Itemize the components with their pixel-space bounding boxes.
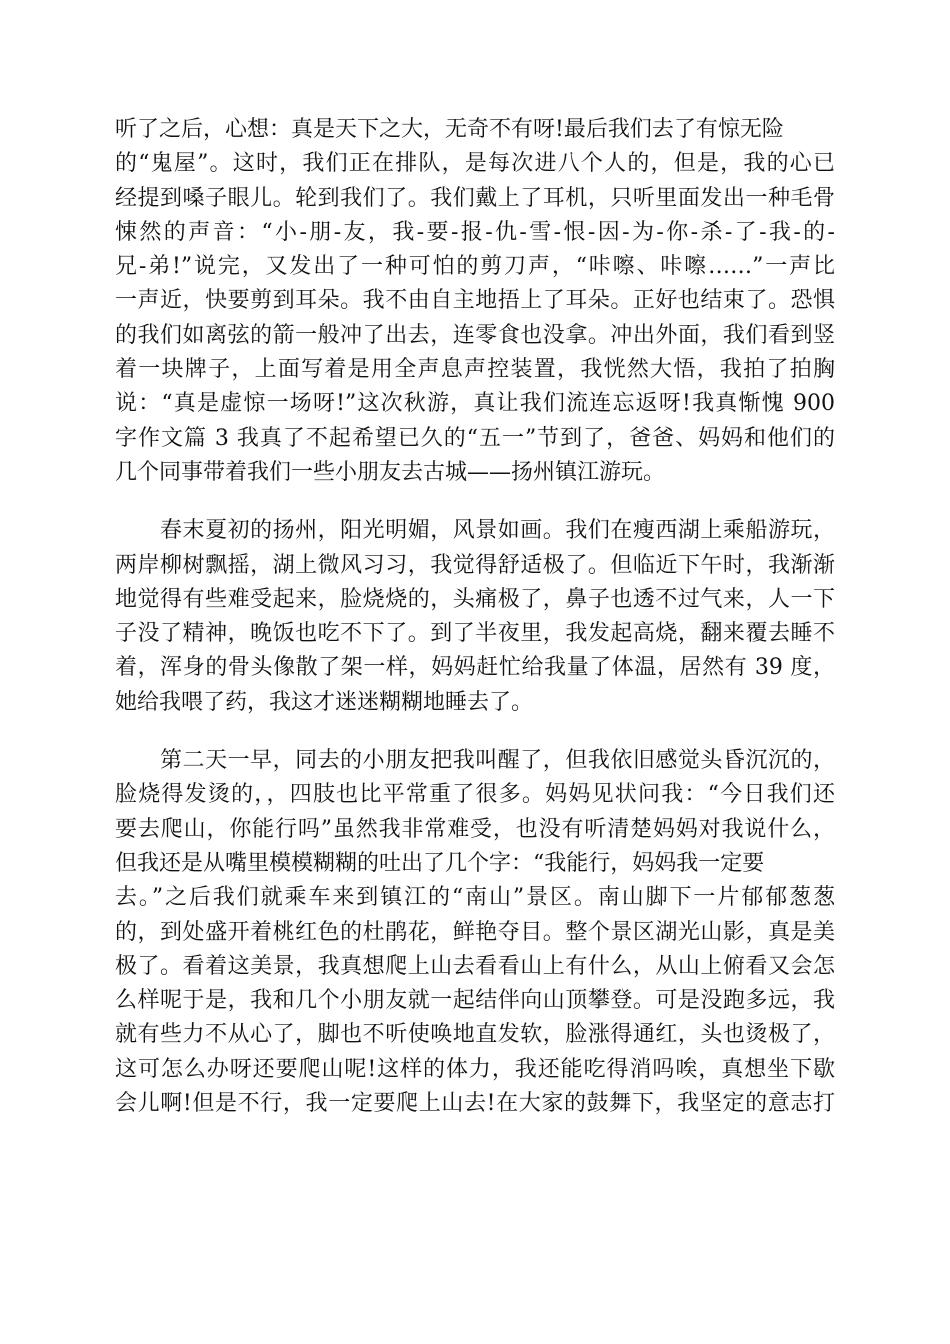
text-line: 经提到嗓子眼儿。轮到我们了。我们戴上了耳机，只听里面发出一种毛骨: [115, 185, 835, 211]
text-line: 悚然的声音：“小-朋-友，我-要-报-仇-雪-恨-因-为-你-杀-了-我-的-: [115, 219, 835, 245]
text-line: 着一块牌子，上面写着是用全声息声控装置，我恍然大悟，我拍了拍胸: [115, 357, 835, 383]
text-line: 极了。看着这美景，我真想爬上山去看看山上有什么，从山上俯看又会怎: [115, 953, 835, 979]
paragraph-3: [115, 744, 835, 1121]
text-line: 一声近，快要剪到耳朵。我不由自主地捂上了耳朵。正好也结束了。恐惧: [115, 288, 835, 314]
text-line: 要去爬山，你能行吗”虽然我非常难受，也没有听清楚妈妈对我说什么，: [115, 816, 835, 842]
text-line: 这可怎么办呀还要爬山呢!这样的体力，我还能吃得消吗唉，真想坐下歇: [115, 1056, 835, 1082]
text-line: 着，浑身的骨头像散了架一样，妈妈赶忙给我量了体温，居然有 39 度，: [115, 655, 835, 681]
paragraph-1: [115, 113, 835, 490]
paragraph-2: [115, 514, 835, 720]
text-line: 的，到处盛开着桃红色的杜鹃花，鲜艳夺目。整个景区湖光山影，真是美: [115, 919, 835, 945]
text-line: 但我还是从嘴里模模糊糊的吐出了几个字：“我能行，妈妈我一定要: [115, 850, 765, 876]
text-line: 两岸柳树飘摇，湖上微风习习，我觉得舒适极了。但临近下午时，我渐渐: [115, 552, 835, 578]
text-line: 的“鬼屋”。这时，我们正在排队，是每次进八个人的，但是，我的心已: [115, 151, 835, 177]
text-line: 第二天一早，同去的小朋友把我叫醒了，但我依旧感觉头昏沉沉的，: [115, 748, 835, 774]
text-line: 兄-弟!”说完，又发出了一种可怕的剪刀声，“咔嚓、咔嚓……”一声比: [115, 254, 835, 280]
text-line: 会儿啊!但是不行，我一定要爬上山去!在大家的鼓舞下，我坚定的意志打: [115, 1091, 835, 1117]
document-page: [115, 113, 835, 1121]
text-line: 说：“真是虚惊一场呀!”这次秋游，真让我们流连忘返呀!我真惭愧 900: [115, 391, 835, 417]
text-line: 去。”之后我们就乘车来到镇江的“南山”景区。南山脚下一片郁郁葱葱: [115, 885, 835, 911]
paragraph-spacer: [115, 720, 835, 744]
text-line: 脸烧得发烫的，，四肢也比平常重了很多。妈妈见状问我：“今日我们还: [115, 782, 835, 808]
text-line: 她给我喂了药，我这才迷迷糊糊地睡去了。: [115, 689, 534, 715]
text-line: 春末夏初的扬州，阳光明媚，风景如画。我们在瘦西湖上乘船游玩，: [115, 518, 835, 544]
paragraph-spacer: [115, 490, 835, 514]
text-line: 地觉得有些难受起来，脸烧烧的，头痛极了，鼻子也透不过气来，人一下: [115, 586, 835, 612]
text-line: 就有些力不从心了，脚也不听使唤地直发软，脸涨得通红，头也烫极了，: [115, 1022, 835, 1048]
text-line: 子没了精神，晚饭也吃不下了。到了半夜里，我发起高烧，翻来覆去睡不: [115, 621, 835, 647]
text-line: 几个同事带着我们一些小朋友去古城——扬州镇江游玩。: [115, 459, 666, 485]
text-line: 么样呢于是，我和几个小朋友就一起结伴向山顶攀登。可是没跑多远，我: [115, 988, 835, 1014]
text-line: 字作文篇 3 我真了不起希望已久的“五一”节到了，爸爸、妈妈和他们的: [115, 425, 835, 451]
text-line: 的我们如离弦的箭一般冲了出去，连零食也没拿。冲出外面，我们看到竖: [115, 322, 835, 348]
text-line: 听了之后，心想：真是天下之大，无奇不有呀!最后我们去了有惊无险: [115, 117, 784, 142]
